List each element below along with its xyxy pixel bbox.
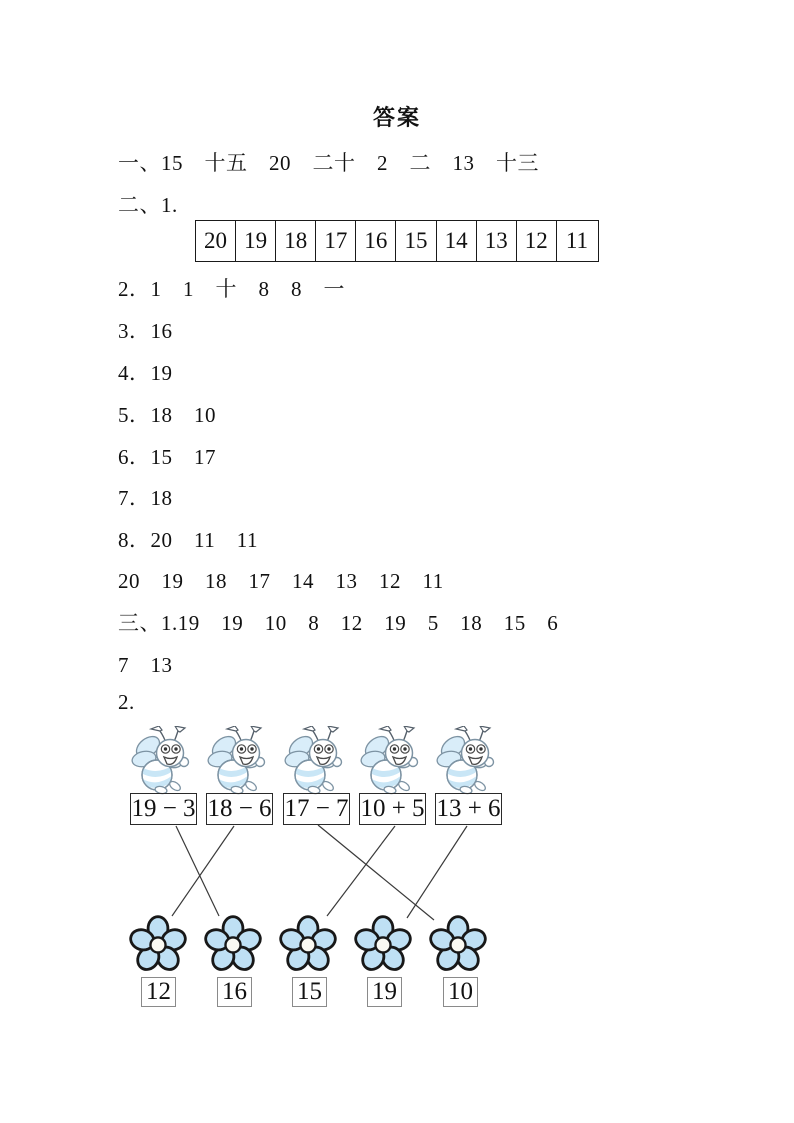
answer-line-q6: 6．15 17 — [118, 445, 216, 469]
flower-icon — [126, 911, 190, 977]
match-line — [172, 826, 234, 916]
bee-icon — [207, 726, 271, 796]
table-cell: 15 — [396, 221, 436, 261]
answer-box: 16 — [217, 977, 252, 1007]
answer-line-q4: 4．19 — [118, 361, 173, 385]
answer-line-section2-q1: 二、1. — [118, 193, 178, 217]
answer-line-q2: 2．1 1 十 8 8 一 — [118, 277, 345, 301]
bee-icon — [436, 726, 500, 796]
answer-line-section3-q2: 2. — [118, 690, 135, 714]
answer-box: 15 — [292, 977, 327, 1007]
answer-line-q7: 7．18 — [118, 486, 173, 510]
table-cell: 20 — [196, 221, 236, 261]
answer-line-section3-q1: 三、1.19 19 10 8 12 19 5 18 15 6 — [118, 611, 559, 635]
answer-line-section1: 一、15 十五 20 二十 2 二 13 十三 — [118, 151, 539, 175]
table-cell: 18 — [276, 221, 316, 261]
answer-box: 10 — [443, 977, 478, 1007]
table-cell: 11 — [565, 228, 588, 253]
flower-icon — [426, 911, 490, 977]
match-line — [407, 826, 467, 918]
page-title: 答案 — [372, 105, 421, 130]
flower-icon — [276, 911, 340, 977]
expression-box: 19 − 3 — [130, 793, 197, 825]
answer-line-q5: 5．18 10 — [118, 403, 216, 427]
bee-icon — [131, 726, 195, 796]
table-cell: 17 — [316, 221, 356, 261]
match-line — [327, 826, 395, 916]
table-cell: 14 — [437, 221, 477, 261]
answer-line-q3: 3．16 — [118, 319, 173, 343]
expression-box: 17 − 7 — [283, 793, 350, 825]
table-cell: 16 — [356, 221, 396, 261]
table-cell: 19 — [236, 221, 276, 261]
number-sequence-table — [195, 220, 599, 262]
flower-icon — [201, 911, 265, 977]
answer-box: 19 — [367, 977, 402, 1007]
expression-box: 18 − 6 — [206, 793, 273, 825]
bee-icon — [284, 726, 348, 796]
answer-line-q8: 8．20 11 11 — [118, 528, 258, 552]
expression-box: 10 + 5 — [359, 793, 426, 825]
table-cell: 12 — [517, 221, 557, 261]
match-line — [176, 826, 219, 916]
bee-icon — [360, 726, 424, 796]
flower-icon — [351, 911, 415, 977]
expression-box: 13 + 6 — [435, 793, 502, 825]
answer-line-section3-q1-cont: 7 13 — [118, 653, 173, 677]
answer-line-q8-sequence: 20 19 18 17 14 13 12 11 — [118, 569, 444, 593]
answer-box: 12 — [141, 977, 176, 1007]
match-line — [318, 825, 434, 920]
table-cell: 13 — [477, 221, 517, 261]
